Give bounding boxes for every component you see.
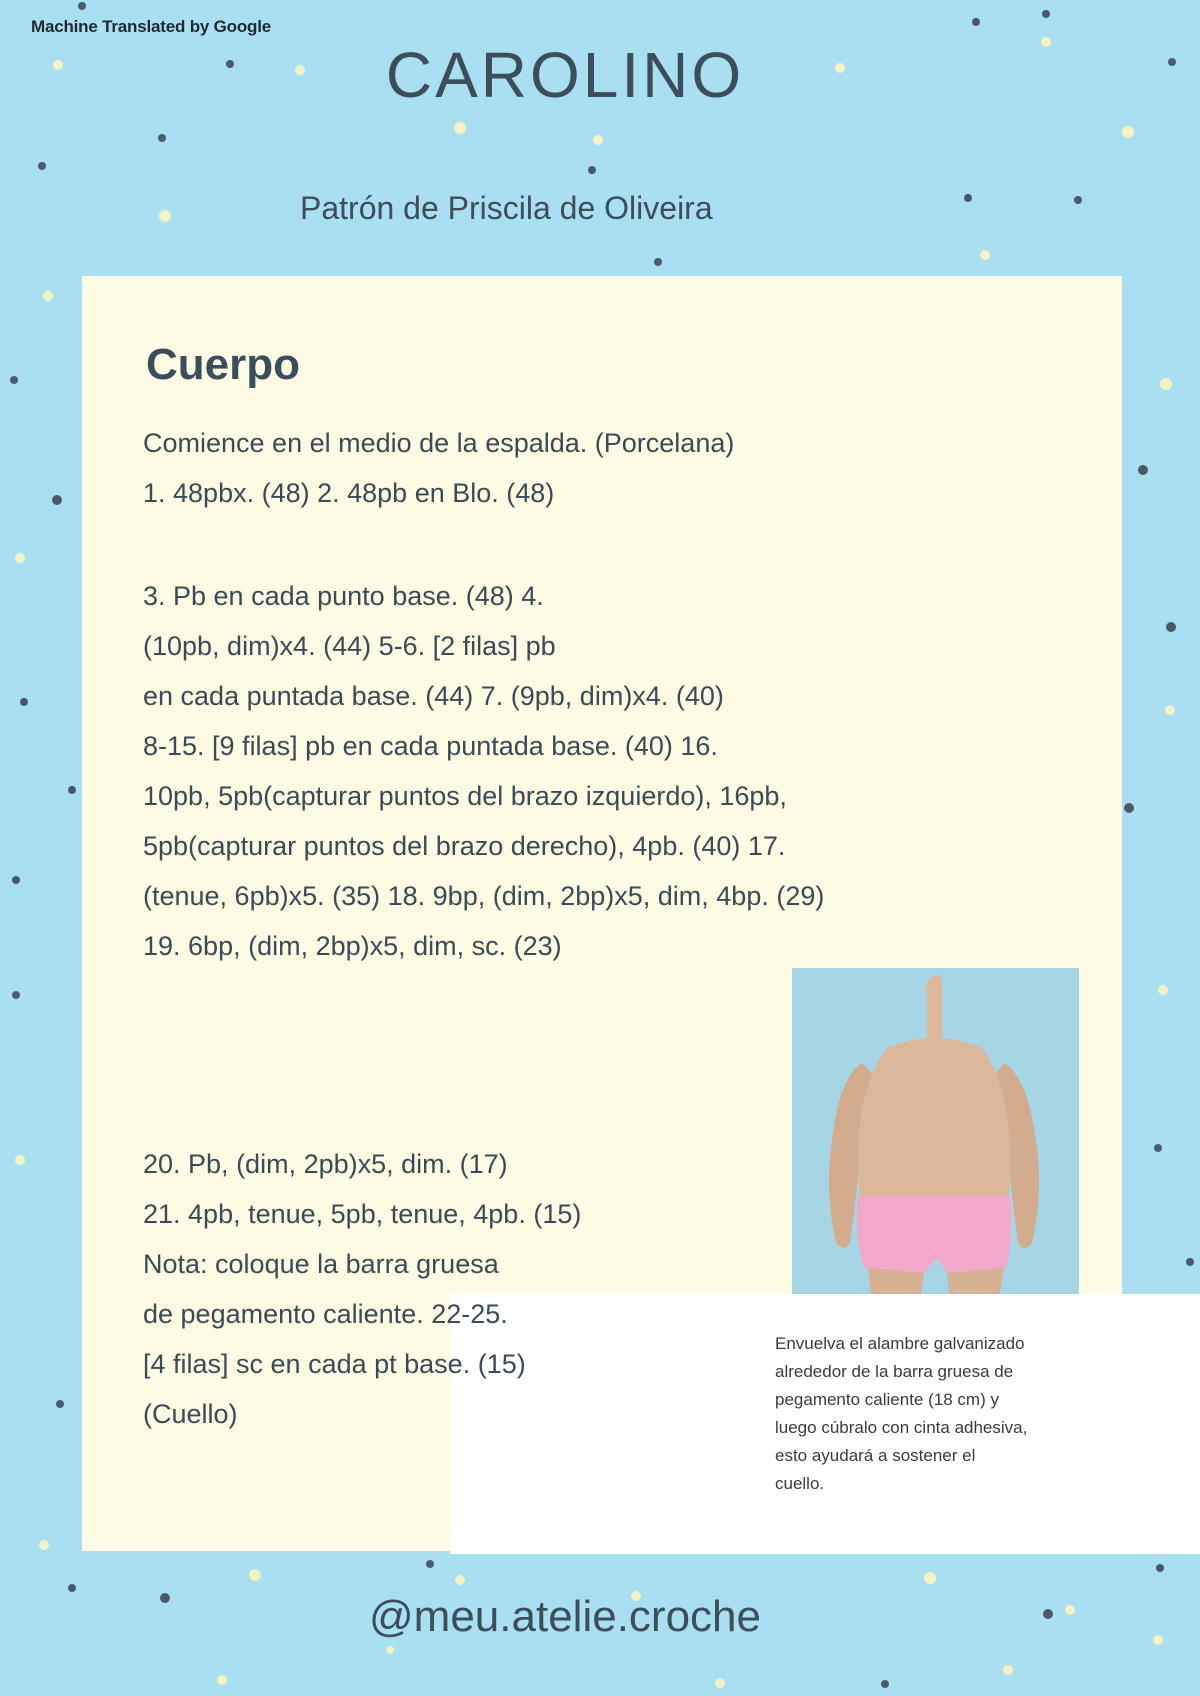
instruction-line: (10pb, dim)x4. (44) 5-6. [2 filas] pb	[143, 631, 556, 661]
instruction-line: (Cuello)	[143, 1399, 238, 1429]
instruction-line: de pegamento caliente. 22-25.	[143, 1299, 508, 1329]
instruction-line: Comience en el medio de la espalda. (Porcelana)	[143, 428, 735, 458]
pattern-author-subtitle: Patrón de Priscila de Oliveira	[300, 190, 713, 226]
caption-line: Envuelva el alambre galvanizado	[775, 1334, 1025, 1353]
instruction-line: 20. Pb, (dim, 2pb)x5, dim. (17)	[143, 1149, 508, 1179]
instructions-block-3	[143, 1139, 581, 1439]
instruction-line: Nota: coloque la barra gruesa	[143, 1249, 499, 1279]
crochet-doll-body-illustration	[792, 968, 1079, 1318]
photo-caption	[775, 1330, 1105, 1498]
caption-line: pegamento caliente (18 cm) y	[775, 1390, 999, 1409]
section-title: Cuerpo	[146, 340, 300, 389]
amigurumi-body-photo	[792, 968, 1079, 1318]
instruction-line: 10pb, 5pb(capturar puntos del brazo izquierdo), 16pb,	[143, 781, 787, 811]
instructions-block-2	[143, 571, 824, 971]
caption-line: cuello.	[775, 1474, 825, 1493]
social-handle: @meu.atelie.croche	[369, 1592, 761, 1641]
instruction-line: 21. 4pb, tenue, 5pb, tenue, 4pb. (15)	[143, 1199, 582, 1229]
machine-translation-watermark: Machine Translated by Google	[31, 17, 272, 36]
page-title: CAROLINO	[385, 39, 745, 111]
caption-line: luego cúbralo con cinta adhesiva,	[775, 1418, 1028, 1437]
instruction-line: 19. 6bp, (dim, 2bp)x5, dim, sc. (23)	[143, 931, 562, 961]
caption-line: esto ayudará a sostener el	[775, 1446, 976, 1465]
caption-line: alrededor de la barra gruesa de	[775, 1362, 1014, 1381]
instruction-line: en cada puntada base. (44) 7. (9pb, dim)x4. (40)	[143, 681, 724, 711]
instruction-line: [4 filas] sc en cada pt base. (15)	[143, 1349, 526, 1379]
instruction-line: 5pb(capturar puntos del brazo derecho), 4pb. (40) 17.	[143, 831, 786, 861]
instruction-line: 3. Pb en cada punto base. (48) 4.	[143, 581, 544, 611]
instructions-block-1	[143, 418, 734, 518]
instruction-line: (tenue, 6pb)x5. (35) 18. 9bp, (dim, 2bp)x5, dim, 4bp. (29)	[143, 881, 825, 911]
instruction-line: 1. 48pbx. (48) 2. 48pb en Blo. (48)	[143, 478, 555, 508]
instruction-line: 8-15. [9 filas] pb en cada puntada base. (40) 16.	[143, 731, 718, 761]
